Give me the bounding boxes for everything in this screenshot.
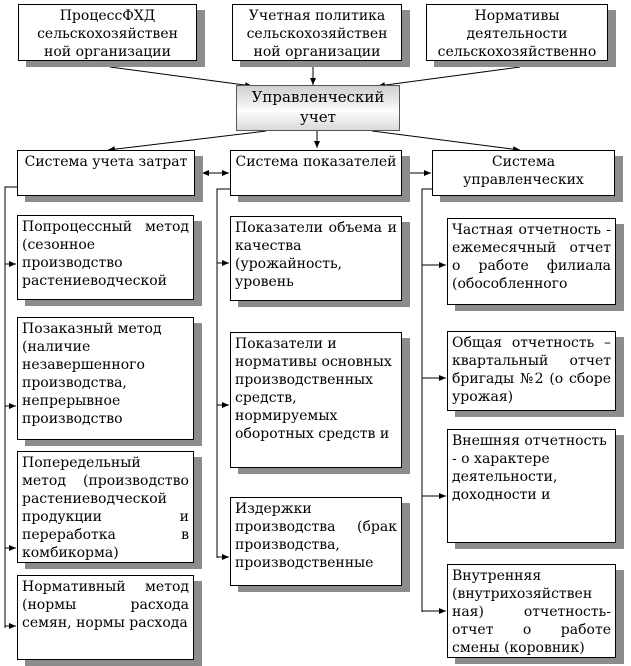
top-box-norms-text: Нормативы деятельности сельскохозяйственно — [437, 8, 597, 60]
report-box-external — [447, 429, 616, 543]
bus-column3 — [422, 189, 432, 612]
system-box-indicators-text: Система показателей — [235, 154, 397, 170]
arrow-center-to-cost-system — [108, 131, 266, 150]
indicator-box-volume-quality — [230, 216, 402, 301]
center-box-management-accounting — [236, 85, 400, 131]
report-box-internal-text: Внутренняя (внутрихозяйствен ная) отчетность-отчет о работе смены (коровник) — [452, 568, 616, 656]
top-box-accounting-policy — [232, 4, 402, 61]
system-box-indicators — [230, 150, 402, 196]
top-box-process — [18, 4, 197, 61]
top-box-accounting-policy-text: Учетная политика сельскохозяйствен ной организации — [246, 8, 392, 60]
indicator-box-fixed-assets — [230, 332, 402, 468]
bus-column1 — [5, 187, 17, 628]
system-box-management-reporting — [432, 150, 615, 196]
center-box-text: Управленческий учет — [251, 88, 390, 126]
method-box-normative — [17, 575, 194, 660]
report-box-private — [447, 218, 616, 305]
report-box-general — [447, 331, 616, 411]
report-box-external-text: Внешняя отчетность - о характере деятельности, доходности и — [452, 433, 612, 503]
method-box-process — [17, 215, 194, 300]
bus-column2 — [217, 189, 230, 558]
top-box-process-text: ПроцессФХД сельскохозяйствен ной организации — [37, 8, 183, 60]
method-box-stage-text: Попередельный метод (производство растениеводческой продукции и переработка в комбикорма) — [22, 455, 194, 561]
method-box-stage — [17, 451, 194, 563]
method-box-normative-text: Нормативный метод (нормы расхода семян, нормы расхода — [22, 579, 194, 631]
arrow-top-right-to-center — [378, 67, 520, 86]
top-box-norms — [426, 4, 608, 61]
indicator-box-fixed-assets-text: Показатели и нормативы основных производственных средств, нормируемых оборотных средств и — [235, 336, 397, 442]
indicator-box-costs-text: Издержки производства (брак производства, производственные — [235, 501, 402, 571]
indicator-box-costs — [230, 497, 402, 586]
arrow-top-left-to-center — [110, 67, 252, 86]
indicator-box-volume-quality-text: Показатели объема и качества (урожайность, уровень — [235, 220, 402, 290]
arrow-center-to-reporting-system — [372, 131, 520, 150]
report-box-private-text: Частная отчетность - ежемесячный отчет о работе филиала (обособленного — [452, 222, 616, 292]
system-box-management-reporting-text: Система управленческих — [463, 154, 584, 188]
system-box-cost-accounting — [17, 150, 195, 196]
method-box-process-text: Попроцессный метод (сезонное производство растениеводческой — [22, 219, 194, 289]
report-box-general-text: Общая отчетность – квартальный отчет бригады №2 (о сборе урожая) — [452, 335, 616, 405]
method-box-order — [17, 317, 194, 440]
report-box-internal — [447, 564, 616, 658]
method-box-order-text: Позаказный метод (наличие незавершенного производства, непрерывное производство — [22, 321, 167, 427]
system-box-cost-accounting-text: Система учета затрат — [24, 154, 188, 170]
